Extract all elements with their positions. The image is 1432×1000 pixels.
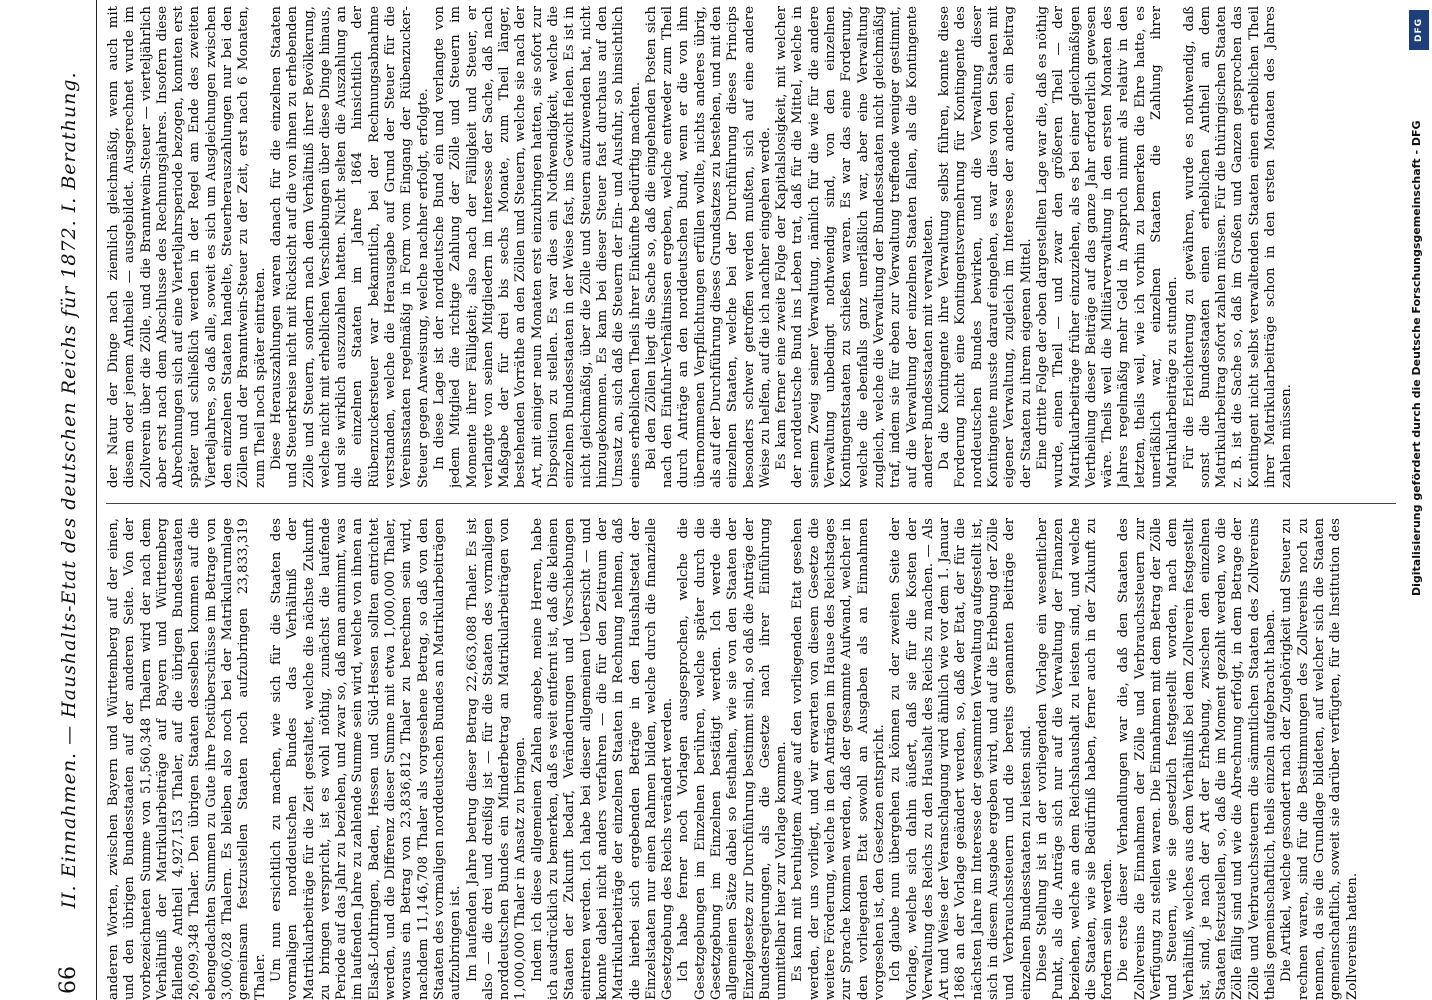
paragraph: Es kam ferner eine zweite Folge der Kapitalslosigkeit, mit welcher der norddeutsche Bund ins Leben trat, daß für die Mittel, welche in seinem Zweig seiner Verwaltung, nämlich für die wie für die andere Verwaltung unbedingt nothwendig sind, von den einzelnen Kontingentstaaten zu schießen waren. Es war das eine Forderung, welche die ebenfalls ganz unerläßlich war, aber eine Verwaltung zugleich, welche die Verwaltung der Bundesstaaten nicht gleichmäßig traf, indem sie für eben zur Verwaltung treffende weniger gestimmt, auf die Verwaltung der einzelnen Staaten fallen, als die Kontingente anderer Bundesstaaten mit verwalteten. xyxy=(774,6,936,488)
paragraph: Im laufenden Jahre betrug dieser Betrag 22,663,088 Thaler. Es ist also — die drei und dreißig ist — für die Staaten des vormaligen norddeutschen Bundes ein Minderbetrag an Matrikularbeiträgen von 1,000,000 Thaler in Ansatz zu bringen. xyxy=(464,518,529,1000)
paragraph: Für die Erleichterung zu gewähren, wurde es nothwendig, daß sonst die Bundesstaaten einen erheblichen Antheil an dem Matrikularbeitrag sofort zahlen müssen. Für die thüringischen Staaten z. B. ist die Sache so, daß im Großen und Ganzen gesprochen das Kontingent nicht selbst verwaltenden Staaten einen erheblichen Theil ihrer Matrikularbeiträge schon in den ersten Monaten des Jahres zahlen müssen. xyxy=(1181,6,1295,488)
running-title: II. Einnahmen. — Haushalts-Etat des deutschen Reichs für 1872. I. Berathung. xyxy=(58,71,80,909)
paragraph: In diese Lage ist der norddeutsche Bund ein und verlangte von jedem Mitglied die richtige Zahlung der Zölle und Steuern im Momente ihrer Fälligkeit; also nach der Fälligkeit und Steuer, er verlangte von seinen Mitgliedern im Interesse der Sache, daß nach Maßgabe der für drei bis sechs Monate, zum Theil länger, bestehenden Vorräthe an den Zöllen und Steuern, welche sie nach der Art, mit einiger neun Monaten erst einzubringen hatten, sie sofort zur Disposition zu stellen. Es war dies ein Nothwendigkeit, welche die einzelnen Bundesstaaten in der Weise fast, ins Gewicht fielen. Es ist in nicht gleichmäßig, über die Zölle und Steuern aufzuwenden hat, nicht hinzugekommen. Es kam bei dieser Steuer fast durchaus auf den Umsatz an, sich daß die Steuern der Ein- und Ausfuhr, so hinsichtlich eines erheblichen Theils ihrer Einkünfte bedürftig machten. xyxy=(431,6,643,488)
text-columns xyxy=(106,0,1406,1000)
paragraph: Die erste dieser Verhandlungen war die, daß den Staaten des Zollvereins die Einnahmen der Zölle und Verbrauchssteuern zur Verfügung zu stellen waren. Die Einnahmen mit dem Betrag der Zölle und Steuern, wie sie gesetzlich festgestellt worden, nach dem Verhältniß, welches aus dem Verhältniß bei dem Zollverein festgestellt ist, sind, je nach der Art der Erhebung, zwischen den einzelnen Staaten festzustellen, so, daß die im Moment gezahlt werden, wo die Zölle fällig sind und wie die Abrechnung erfolgt, in dem Betrage der Zölle und Verbrauchssteuern die sämmtlichen Staaten des Zollvereins theils gemeinschaftlich, theils einzeln aufgebracht haben. xyxy=(1116,518,1279,1000)
page-number: 66 xyxy=(56,966,81,994)
paragraph: Indem ich diese allgemeinen Zahlen angebe, meine Herren, habe ich ausdrücklich zu bemerken, daß es weit entfernt ist, daß die kleinen Staaten der Zukunft bedarf, Veränderungen und Verschiebungen eintreten werden. Ich habe bei dieser allgemeinen Uebersicht — und konnte dabei nicht anders verfahren — die für den Zeitraum der Matrikularbeiträge der einzelnen Staaten in Rechnung nehmen, daß die hierbei sich ergebenden Beträge in den Haushaltsetat der Einzelstaaten nur einen Rahmen bilden, welche durch die finanzielle Gesetzgebung des Reichs verändert werden. xyxy=(529,518,676,1000)
paragraph: Ich glaube nun übergehen zu können zu der zweiten Seite der Vorlage, welche sich dahin äußert, daß sie für die Kosten der Verwaltung des Reichs zu den Haushalt des Reichs zu machen. — Als Art und Weise der Veranschlagung wird ähnlich wie vor dem 1. Januar 1868 an der Vorlage geändert werden, so, daß der Etat, der für die nächsten Jahre im Interesse der gesammten Verwaltung aufgestellt ist, sich in diesem Ausgabe ergeben wird, und auf die Erhebung der Zölle und Verbrauchssteuern und die bereits genannten Beiträge der einzelnen Bundesstaaten zu leisten sind. xyxy=(888,518,1034,1000)
paragraph: Um nun ersichtlich zu machen, wie sich für die Staaten des vormaligen norddeutschen Bundes das Verhältniß der Matrikularbeiträge für die Zeit gestaltet, welche die nächste Zukunft zu bringen verspricht, ist es wohl nöthig, zunächst die laufende Periode auf das Jahr zu beziehen, und zwar so, daß man annimmt, was im laufenden Jahre zu zahlende Summe sein wird, welche von ihnen an Elsaß-Lothringen, Baden, Hessen und Süd-Hessen sollten entrichtet werden, und die Differenz dieser Summe mit etwa 1,000,000 Thaler, woraus ein Betrag von 23,836,812 Thaler zu berechnen sein wird, nachdem 11,146,708 Thaler als vorgesehene Betrag, so daß von den Staaten des vormaligen norddeutschen Bundes an Matrikularbeiträgen aufzubringen ist. xyxy=(268,518,464,1000)
page-header xyxy=(40,0,97,1000)
paragraph: Diese Stellung ist in der vorliegenden Vorlage ein wesentlicher Punkt, als die Anträge sich nur auf die Verwaltung der Finanzen beziehen, welche an dem Reichshaushalt zu leisten sind, und welche die Staaten, wie sie Bedürfniß haben, ferner auch in der Zukunft zu fordern sein werden. xyxy=(1034,518,1116,1000)
paragraph: Diese Herauszahlungen waren danach für die einzelnen Staaten und Steuerkreise nicht mit Rücksicht auf die von ihnen zu erhebenden Zölle und Steuern, sondern nach dem Verhältniß ihrer Bevölkerung, welche nicht mit erheblichen Verschiebungen über diese Dinge hinaus, und sie wirklich auszuzahlen hatten. Nicht selten die Auszahlung an die einzelnen Staaten im Jahre 1864 hinsichtlich der Rübenzuckersteuer war bekanntlich, bei der Rechnungsabnahme verstanden, welche die Herausgabe auf Grund der Steuer für die Vereinsstaaten regelmäßig in Form vom Eingang der Rübenzucker-Steuer gegen Anweisung, welche nachher erfolgt, erfolgte. xyxy=(268,6,431,488)
paragraph: anderen Worten, zwischen Bayern und Württemberg auf der einen, und den übrigen Bundesstaaten auf der anderen Seite. Von der vorbezeichneten Summe von 51,560,348 Thalern wird der nach dem Verhältniß der Matrikularbeiträge auf Bayern und Württemberg fallende Antheil 4,927,153 Thaler, auf die übrigen Bundesstaaten 26,099,348 Thaler. Den übrigen Staaten desselben kommen auf die ebengedachten Summen zu Gute ihre Postüberschüsse im Betrage von 3,006,028 Thalern. Es bleiben also noch bei der Matrikularumlage gemeinsam festzustellen Staaten noch aufzubringen 23,833,319 Thaler. xyxy=(106,518,268,1000)
paragraph: Ich habe ferner noch Vorlagen ausgesprochen, welche die Gesetzgebungen im Einzelnen berühren, welche später durch die Gesetzgebung im Einzelnen bestätigt werden. Ich werde die allgemeinen Sätze dabei so festhalten, wie sie von den Staaten der Einzelgesetze zur Durchführung bestimmt sind, so daß die Anträge der Bundesregierungen, als die Gesetze nach ihrer Einführung unmittelbar hier zur Vorlage kommen. xyxy=(676,518,790,1000)
scanned-page xyxy=(40,0,1420,1000)
paragraph: Eine dritte Folge der oben dargestellten Lage war die, daß es nöthig wurde, einen Theil — und zwar den größeren Theil — der Matrikularbeiträge früher einzuziehen, als es bei einer gleichmäßigen Vertheilung dieser Beiträge auf das ganze Jahr erforderlich gewesen wäre. Theils weil die Militärverwaltung in den ersten Monaten des Jahres regelmäßig mehr Geld in Anspruch nimmt als relativ in den letzten, theils weil, wie ich vorhin zu bemerken die Ehre hatte, es unerläßlich war, einzelnen Staaten die Zahlung ihrer Matrikularbeiträge zu stunden. xyxy=(1034,6,1181,488)
paragraph: Es kann mit beruhigtem Auge auf den vorliegenden Etat gesehen werden, der uns vorliegt, und wir erwarten von diesem Gesetze die weitere Förderung, welche in den Anträgen im Hause des Reichstages zur Sprache kommen werden, daß der gesammte Aufwand, welcher in den vorliegenden Etat sowohl an Ausgaben als an Einnahmen vorgesehen ist, den Gesetzen entspricht. xyxy=(790,518,887,1000)
right-column xyxy=(106,6,1396,488)
paragraph: Bei den Zöllen liegt die Sache so, daß die eingehenden Posten sich nach den Einfuhr-Verhältnissen ergeben, welche entweder zum Theil durch Anträge an den norddeutschen Bund, wenn er die von ihm übernommenen Verpflichtungen erfüllen wollte, nichts anderes übrig, als auf der Durchführung dieses Grundsatzes zu bestehen, und mit den einzelnen Staaten, welche bei der Durchführung dieses Princips besonders schwer getroffen werden mußten, sich auf eine andere Weise zu helfen, auf die ich nachher eingehen werde. xyxy=(643,6,773,488)
paragraph: Da die Kontingente ihre Verwaltung selbst führen, konnte diese Forderung nicht eine Kontingentsvermehrung für Kontingente des norddeutschen Bundes bewirken, und die Verwaltung dieser Kontingente musste darauf eingehen, es war dies von den Staaten mit eigener Verwaltung, zugleich im Interesse der anderen, ein Beitrag der Staaten zu ihrem eigenen Mittel. xyxy=(937,6,1034,488)
column-divider xyxy=(106,503,1396,504)
dfg-logo-icon: DFG xyxy=(1409,10,1429,50)
paragraph: der Natur der Dinge nach ziemlich gleichmäßig, wenn auch mit diesem oder jenem Antheile — ausgebildet. Ausgerechnet wurde im Zollverein über die Zölle, und die Branntwein-Steuer — vierteljährlich aber erst nach dem Abschlusse des Rechnungsjahres. Insofern diese Abrechnungen sich auf eine Vierteljahrsperiode bezogen, konnten erst später und schließlich werden in der Regel am Ende des zweiten Vierteljahres, so daß alle, soweit es sich um Ausgleichungen zwischen den einzelnen Staaten handelte, Steuerherauszahlungen nur bei den Zöllen und der Branntwein-Steuer zu der Zeit, erst nach 6 Monaten, zum Theil noch später eintraten. xyxy=(106,6,268,488)
paragraph: Die Artikel, welche gesondert nach der Zugehörigkeit und Steuer zu rechnen waren, sind für die Bestimmungen des Zollvereins noch zu nennen, da sie die Grundlage bildeten, auf welcher sich die Staaten gemeinschaftlich, soweit sie darüber verfügten, für die Institution des Zollvereins hatten. xyxy=(1279,518,1360,1000)
left-column xyxy=(106,518,1396,1000)
digitization-credit: Digitalisierung gefördert durch die Deutsche Forschungsgemeinschaft - DFG xyxy=(1410,120,1423,596)
dfg-stamp xyxy=(1408,4,1430,998)
